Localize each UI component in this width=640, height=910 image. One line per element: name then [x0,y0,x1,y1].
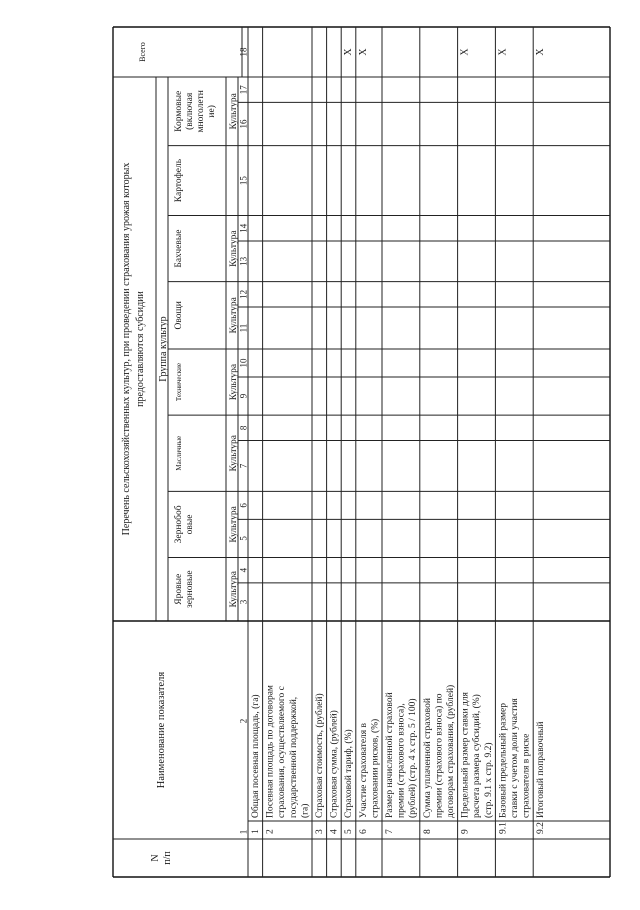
group-name-text: Яровые [174,573,184,605]
cross-mark: Х [535,48,547,56]
cross-mark: Х [497,48,509,56]
crop-label: Культура [229,435,239,472]
row-number: 5 [344,829,355,834]
table-title-line: предоставляются субсидии [135,291,146,407]
group-name-text: Масличные [175,435,183,471]
group-name-text: овые [185,514,195,535]
row-label: Страховая стоимость, (рублей) [315,693,325,818]
row-label: Страховая сумма, (рублей) [329,710,340,818]
column-number: 15 [238,176,249,186]
column-number: 13 [238,256,249,266]
cross-mark: Х [357,48,369,56]
column-number: 7 [238,463,249,469]
column-number: 6 [238,503,249,508]
group-name-text: ие) [207,105,217,118]
row-label: Общая посевная площадь, (га) [251,694,261,818]
row-number: 8 [422,829,433,834]
row-label: договорам страхования, (рублей) [446,684,456,818]
table-title-line: Перечень сельскохозяйственных культур, при проведении страхования урожая которых [121,162,132,536]
group-name-text: Бахчевые [174,229,184,268]
column-number: 2 [238,718,249,724]
row-label: государственной поддержкой, [288,696,299,818]
group-name-text: (включая [185,92,195,130]
column-number: 18 [238,47,249,57]
group-header: Группа культур [158,316,169,382]
cross-mark: Х [459,48,471,56]
row-label: (га) [300,803,311,818]
row-label: страхователя в риске [521,733,532,818]
group-name-text: Технические [175,362,183,402]
row-label: Посевная площадь по договорам [265,685,276,818]
row-number: 4 [329,829,340,834]
crop-label: Культура [229,93,239,130]
group-name-text: Картофель [174,158,184,203]
group-name-text: Зернобоб [174,505,184,544]
column-number: 5 [238,536,249,541]
row-label: страхования, осуществляемого с [277,686,288,818]
row-number: 3 [315,829,325,834]
row-label: расчета размера субсидий, (%) [472,694,483,818]
column-number: 16 [238,119,249,129]
column-number: 9 [238,393,249,399]
crop-label: Культура [229,230,239,267]
row-label: ставки с учетом доли участия [510,698,520,818]
column-number: 3 [238,599,249,605]
group-name-text: зерновые [185,570,195,609]
row-label: (стр. 9.1 х стр. 9.2) [483,742,494,818]
row-label: премии (страхового взноса) по [434,693,445,818]
row-number: 2 [265,829,276,834]
row-label: премии (страхового взноса), [396,703,407,818]
column-number: 8 [238,425,249,431]
header-number-n: N [150,854,161,862]
row-number: 1 [251,829,261,834]
group-name-text: многолетн [196,90,206,133]
crop-label: Культура [229,363,239,401]
row-label: (рублей) (стр. 4 х стр. 5 / 100) [408,698,419,818]
row-number: 7 [385,829,395,834]
group-name-text: Овощи [174,301,184,330]
header-number-pp: п/п [162,851,173,865]
crop-label: Культура [229,506,239,543]
column-number: 4 [238,567,249,573]
row-label: Участие страхователя в [358,722,369,818]
column-number: 14 [238,223,249,233]
row-number: 9 [460,829,471,834]
row-label: Базовый предельный размер [498,703,509,818]
row-label: Размер начисленной страховой [385,692,395,818]
row-number: 9.1 [498,822,509,834]
total-header: Всего [138,42,147,62]
row-label: Итоговый поправочный [536,721,547,818]
row-label: Предельный размер ставки для [460,692,471,818]
column-number: 11 [238,323,249,333]
column-number: 12 [238,289,249,299]
column-number: 1 [238,829,249,835]
cross-mark: Х [343,48,355,56]
group-name-text: Кормовые [174,90,184,132]
column-number: 10 [238,358,249,368]
row-label: Сумма уплаченной страховой [422,698,433,818]
column-number: 17 [238,85,249,95]
crop-label: Культура [229,571,239,608]
crop-label: Культура [229,297,239,334]
row-number: 9.2 [536,822,547,834]
header-indicator: Наименование показателя [156,671,167,789]
row-label: страховании рисков, (%) [370,718,381,818]
row-label: Страховой тариф, (%) [344,729,355,818]
row-number: 6 [358,829,369,834]
